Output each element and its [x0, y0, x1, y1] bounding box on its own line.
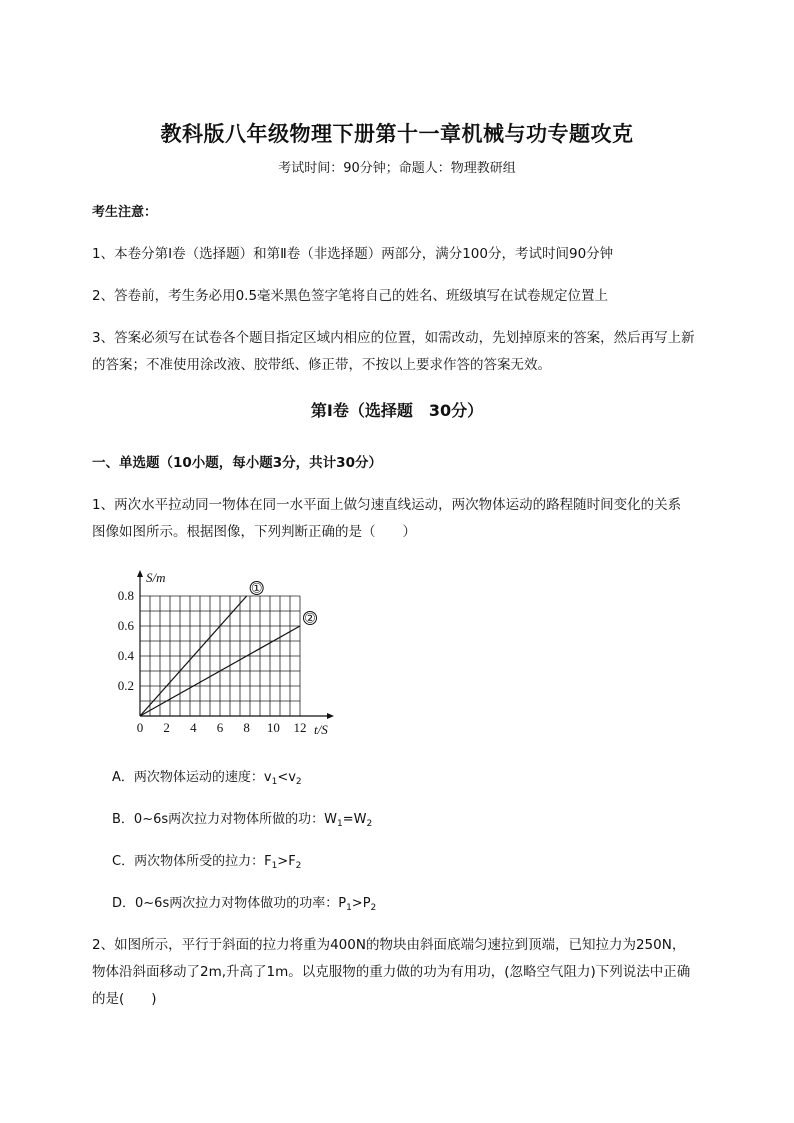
distance-time-graph — [112, 566, 352, 746]
series-label-2: ② — [304, 610, 316, 626]
page-title: 教科版八年级物理下册第十一章机械与功专题攻克 — [160, 122, 634, 146]
x-tick-label: 12 — [293, 720, 307, 735]
q1-option-b[interactable]: B．0~6s两次拉力对物体所做的功：$W_1=W_2$ — [112, 812, 373, 829]
exam-info: 考试时间：90分钟；命题人：物理教研组 — [278, 161, 516, 176]
y-tick-label: 0.2 — [117, 678, 134, 693]
q1-stem-line1: 1、两次水平拉动同一物体在同一水平面上做匀速直线运动，两次物体运动的路程随时间变化的关系 — [92, 497, 682, 513]
section-title: 第I卷（选择题 30分） — [310, 401, 484, 420]
x-tick-label: 0 — [136, 720, 144, 735]
notice-item-3-cont: 的答案；不准使用涂改液、胶带纸、修正带，不按以上要求作答的答案无效。 — [92, 357, 551, 373]
part-heading: 一、单选题（10小题，每小题3分，共计30分） — [92, 455, 382, 471]
notice-item-1: 1、本卷分第I卷（选择题）和第Ⅱ卷（非选择题）两部分，满分100分，考试时间90分钟 — [92, 246, 614, 262]
notice-item-2: 2、答卷前，考生务必用0.5毫米黑色签字笔将自己的姓名、班级填写在试卷规定位置上 — [92, 288, 609, 304]
x-tick-label: 6 — [216, 720, 224, 735]
q1-option-d[interactable]: D．0~6s两次拉力对物体做功的功率：$P_1>P_2$ — [112, 896, 377, 913]
x-tick-label: 8 — [243, 720, 250, 735]
q2-stem-line1: 2、如图所示，平行于斜面的拉力将重为400N的物块由斜面底端匀速拉到顶端，已知拉力为250N， — [92, 937, 686, 953]
q1-stem-line2: 图像如图所示。根据图像，下列判断正确的是（ ） — [92, 524, 416, 540]
q1-option-c[interactable]: C．两次物体所受的拉力：$F_1>F_2$ — [112, 854, 302, 871]
q2-stem-line3: 的是( ) — [92, 991, 157, 1007]
graph-grid — [140, 596, 300, 716]
y-tick-label: 0.4 — [117, 648, 134, 663]
x-tick-label: 10 — [266, 720, 280, 735]
series-label-1: ① — [250, 580, 263, 596]
y-axis-arrow — [137, 570, 143, 577]
notice-item-3: 3、答案必须写在试卷各个题目指定区域内相应的位置，如需改动，先划掉原来的答案，然后再写上新 — [92, 330, 695, 346]
x-axis-arrow — [327, 713, 334, 719]
graph-axes — [137, 570, 334, 737]
x-axis-label: t/S — [314, 722, 328, 737]
notice-heading: 考生注意： — [92, 205, 158, 220]
y-tick-label: 0.6 — [117, 618, 134, 633]
y-axis-label: S/m — [146, 570, 166, 585]
q1-option-a[interactable]: A．两次物体运动的速度：$v_1<v_2$ — [112, 770, 302, 787]
x-tick-label: 4 — [190, 720, 197, 735]
q2-stem-line2: 物体沿斜面移动了2m,升高了1m。以克服物的重力做的功为有用功，(忽略空气阻力)下列说法中正确 — [92, 964, 691, 980]
x-tick-label: 2 — [163, 720, 170, 735]
y-tick-label: 0.8 — [117, 588, 134, 603]
